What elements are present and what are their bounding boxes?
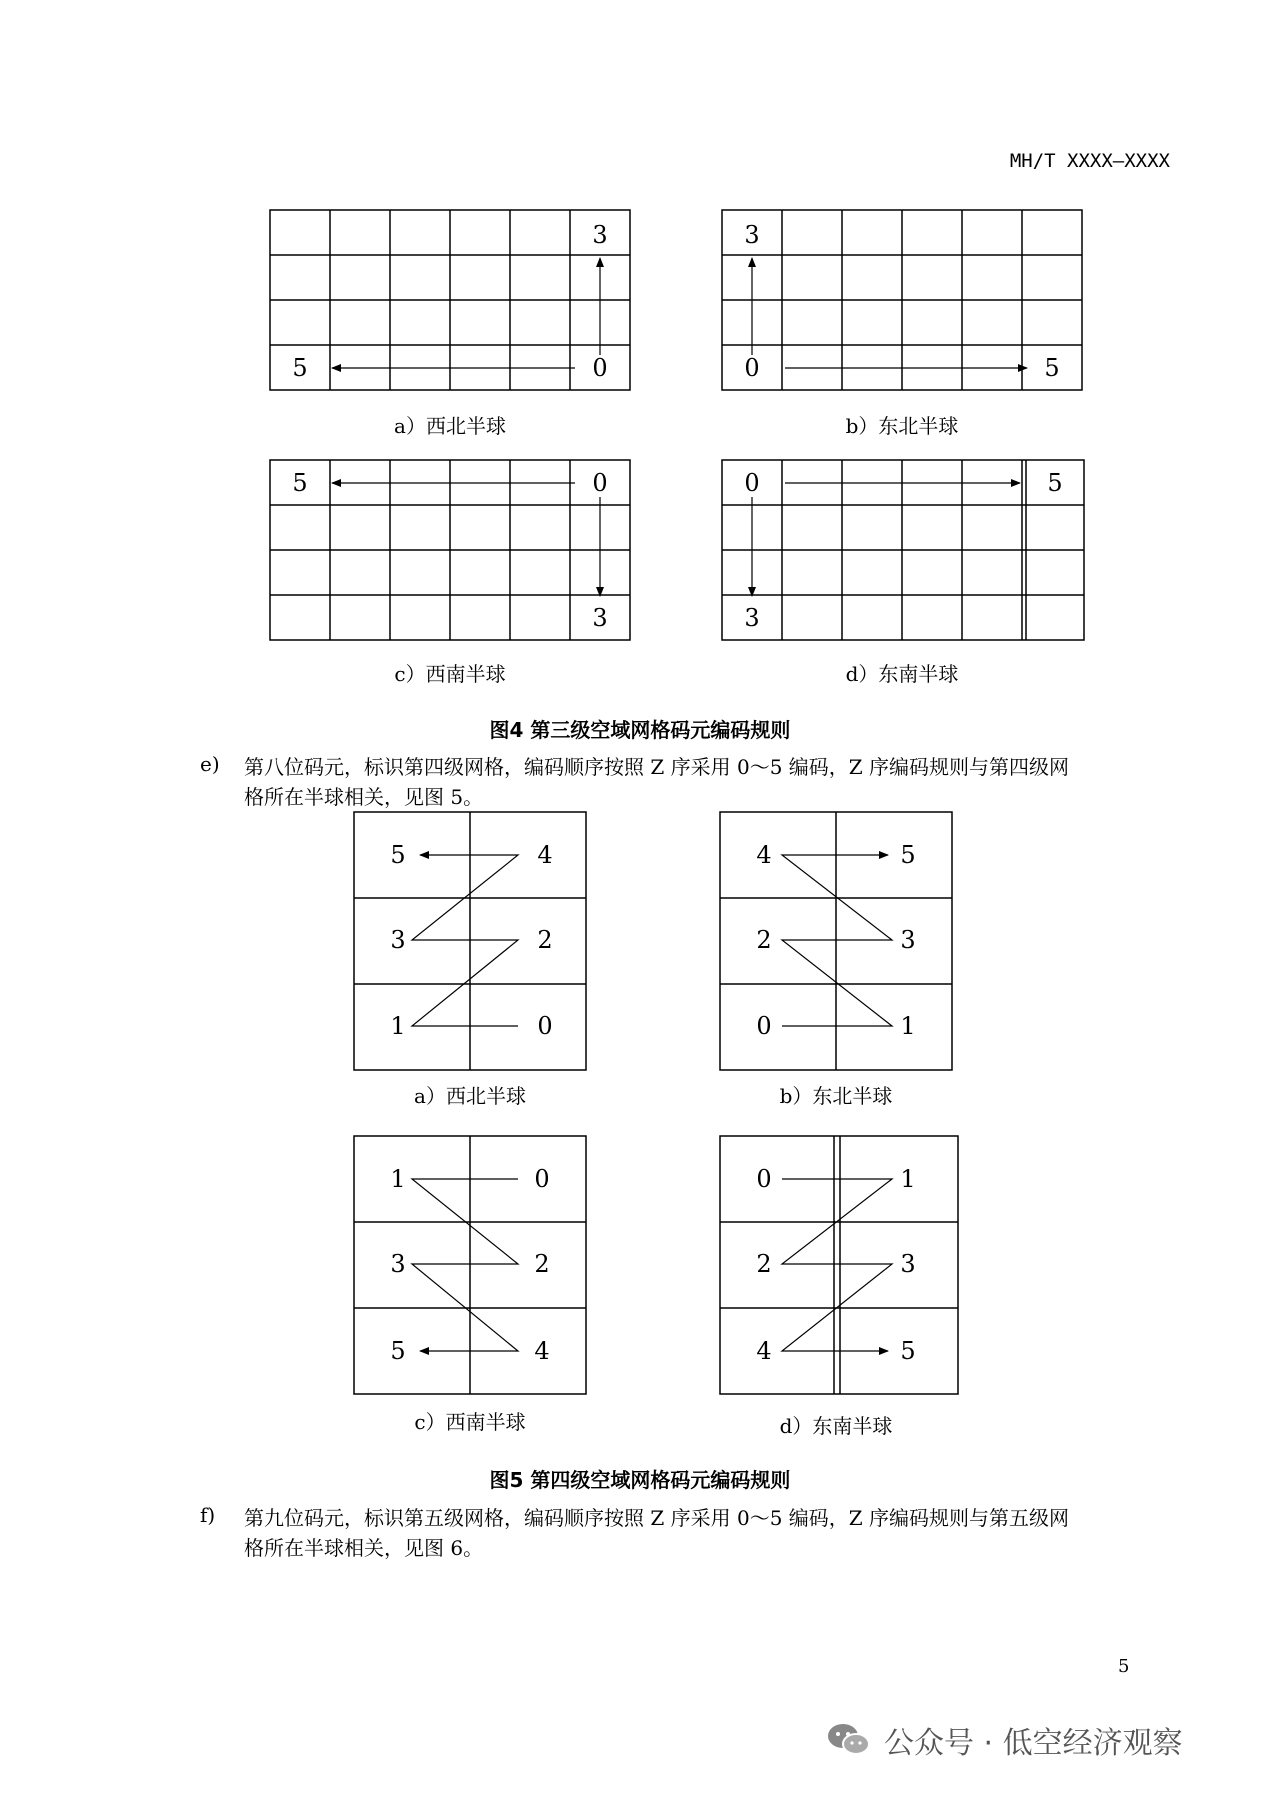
watermark <box>826 1718 1183 1762</box>
figure5-title: 图5 第四级空域网格码元编码规则 <box>489 1468 791 1492</box>
item-e-text <box>244 752 1164 812</box>
fig5b-cell-2: 2 <box>756 926 772 954</box>
fig5-caption-b: b）东北半球 <box>779 1084 893 1108</box>
fig5c-zpath <box>412 1179 518 1351</box>
fig4-caption-a: a）西北半球 <box>394 414 506 438</box>
fig4c-label-0: 0 <box>592 469 608 497</box>
fig4a-label-3: 3 <box>592 221 608 249</box>
fig5d-cell-3: 3 <box>900 1250 916 1278</box>
fig5a-cell-4: 4 <box>537 841 553 869</box>
page-number: 5 <box>1118 1656 1130 1677</box>
fig4-grid-northeast <box>722 210 1082 390</box>
item-e-line1: 第八位码元，标识第四级网格，编码顺序按照 Z 序采用 0～5 编码，Z 序编码规则与第四级网 <box>244 755 1070 779</box>
fig4b-label-5: 5 <box>1044 354 1060 382</box>
fig5b-zpath <box>782 855 892 1026</box>
watermark-text: 公众号 · 低空经济观察 <box>884 1726 1183 1761</box>
item-f-line2: 格所在半球相关，见图 6。 <box>244 1536 484 1560</box>
item-e-line2: 格所在半球相关，见图 5。 <box>244 785 484 809</box>
fig5-caption-c: c）西南半球 <box>414 1410 526 1434</box>
fig5-caption-a: a）西北半球 <box>414 1084 526 1108</box>
item-f-line1: 第九位码元，标识第五级网格，编码顺序按照 Z 序采用 0～5 编码，Z 序编码规则与第五级网 <box>244 1506 1070 1530</box>
figure4-title: 图4 第三级空域网格码元编码规则 <box>489 718 791 742</box>
fig4-caption-c: c）西南半球 <box>394 662 506 686</box>
item-e-label: e) <box>200 752 220 776</box>
fig5b-cell-4: 4 <box>756 841 772 869</box>
fig4b-label-3: 3 <box>744 221 760 249</box>
fig5c-cell-2: 2 <box>534 1250 550 1278</box>
fig5d-cell-2: 2 <box>756 1250 772 1278</box>
fig5c-cell-1: 1 <box>390 1165 406 1193</box>
fig5a-cell-5: 5 <box>390 841 406 869</box>
fig5c-cell-4: 4 <box>534 1337 550 1365</box>
fig5b-cell-3: 3 <box>900 926 916 954</box>
fig5-grid-northeast <box>720 812 952 1070</box>
fig4c-label-3: 3 <box>592 604 608 632</box>
fig4d-label-5: 5 <box>1047 469 1063 497</box>
fig5a-cell-3: 3 <box>390 926 406 954</box>
fig5-caption-d: d）东南半球 <box>779 1414 893 1438</box>
fig4a-label-5: 5 <box>292 354 308 382</box>
fig4-caption-d: d）东南半球 <box>845 662 959 686</box>
fig5d-cell-1: 1 <box>900 1165 916 1193</box>
fig5a-cell-1: 1 <box>390 1012 406 1040</box>
fig5-grid-southwest <box>354 1136 586 1394</box>
fig5b-cell-1: 1 <box>900 1012 916 1040</box>
fig4d-label-3: 3 <box>744 604 760 632</box>
fig5a-cell-2: 2 <box>537 926 553 954</box>
fig5a-zpath <box>412 855 518 1026</box>
item-f-label: f) <box>200 1503 216 1527</box>
fig4a-label-0: 0 <box>592 354 608 382</box>
fig5d-cell-4: 4 <box>756 1337 772 1365</box>
fig5c-cell-3: 3 <box>390 1250 406 1278</box>
fig4-grid-northwest <box>270 210 630 390</box>
fig5d-cell-5: 5 <box>900 1337 916 1365</box>
fig4-grid-southeast <box>722 460 1084 640</box>
fig4c-label-5: 5 <box>292 469 308 497</box>
fig4-caption-b: b）东北半球 <box>845 414 959 438</box>
fig5b-cell-0: 0 <box>756 1012 772 1040</box>
fig5c-cell-5: 5 <box>390 1337 406 1365</box>
fig5a-cell-0: 0 <box>537 1012 553 1040</box>
fig5d-zpath <box>782 1179 892 1351</box>
item-f-text <box>244 1503 1164 1563</box>
fig4b-label-0: 0 <box>744 354 760 382</box>
fig5c-cell-0: 0 <box>534 1165 550 1193</box>
fig4d-label-0: 0 <box>744 469 760 497</box>
document-number: MH/T XXXX—XXXX <box>1009 150 1170 172</box>
fig4-grid-southwest <box>270 460 630 640</box>
fig5d-cell-0: 0 <box>756 1165 772 1193</box>
fig5b-cell-5: 5 <box>900 841 916 869</box>
wechat-icon <box>826 1722 872 1758</box>
